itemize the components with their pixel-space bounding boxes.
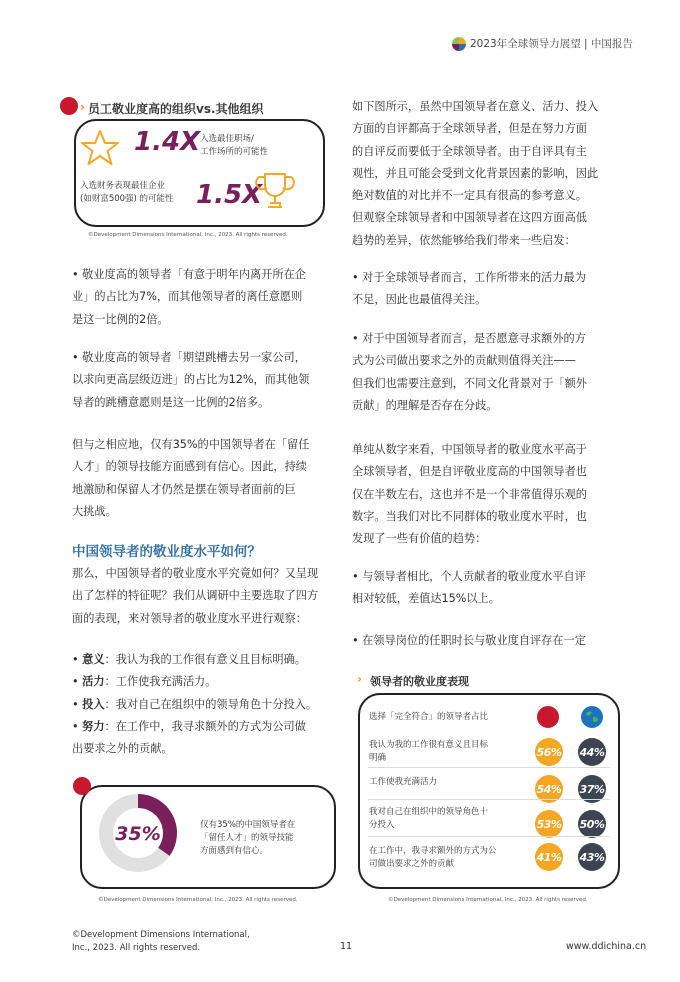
stat1-value: 1.4X [134, 127, 201, 157]
page-number: 11 [340, 941, 353, 952]
star-icon [80, 128, 120, 168]
china-value-circle: 56% [535, 738, 563, 766]
right-paragraph-6: • 在领导岗位的任职时长与敬业度自评存在一定 [352, 634, 586, 647]
row-divider [368, 767, 610, 768]
stat1-label: 入选最佳职场/ 工作场所的可能性 [200, 134, 269, 157]
globe-icon [580, 705, 604, 729]
global-value-circle: 43% [578, 843, 606, 871]
china-value-circle: 41% [535, 843, 563, 871]
ddi-logo-icon [452, 37, 466, 51]
china-leaders-icon [73, 777, 91, 795]
donut-value-label: 35% [115, 823, 161, 845]
chart-row-label: 在工作中，我寻求额外的方式为公 司做出要求之外的贡献 [369, 846, 497, 869]
footer-url: www.ddichina.cn [566, 941, 647, 952]
global-value-circle: 44% [578, 738, 606, 766]
left-paragraph-3: 但与之相应地，仅有35%的中国领导者在「留任 人才」的领导技能方面感到有信心。因此，持续 地激励和保留人才仍然是摆在领导者面前的巨 大挑战。 [72, 438, 310, 518]
report-header-title: 2023年全球领导力展望 | 中国报告 [470, 38, 633, 50]
donut-copyright: ©Development Dimensions International, Inc., 2023. All rights reserved. [98, 897, 298, 903]
right-paragraph-2: • 对于全球领导者而言，工作所带来的活力最为 不足，因此也最值得关注。 [352, 271, 586, 307]
china-value-circle: 53% [535, 810, 563, 838]
row-divider [368, 799, 610, 800]
global-value-circle: 37% [578, 775, 606, 803]
list-item: • 努力：在工作中，我寻求额外的方式为公司做 [72, 719, 306, 733]
chart-header-label: 选择「完全符合」的领导者占比 [369, 712, 489, 722]
right-paragraph-5: • 与领导者相比，个人贡献者的敬业度水平自评 相对较低，差值达15%以上。 [352, 570, 586, 606]
engagement-dimensions-list: • 意义：我认为我的工作很有意义且目标明确。 • 活力：工作使我充满活力。 • 投入：我对自己在组织中的领导角色十分投入。 • 努力：在工作中，我寻求额外的方式为公司做 出要求之外的贡献。 [72, 649, 336, 760]
china-value-circle: 54% [535, 775, 563, 803]
stat2-value: 1.5X [196, 180, 263, 210]
chart-copyright: ©Development Dimensions International, Inc., 2023. All rights reserved. [388, 897, 588, 903]
global-value-circle: 50% [578, 810, 606, 838]
right-paragraph-1: 如下图所示，虽然中国领导者在意义、活力、投入 方面的自评都高于全球领导者，但是在努力方面 的自评反而要低于全球领导者。由于自评具有主 观性，并且可能会受到文化背景因素的影响，因此 绝对数值的对比并不一定具有很高的参考意义。 但观察全球领导者和中国领导者在这四方面高低 趋势的差异，依然能够给我们带来一些启发： [352, 100, 599, 247]
right-paragraph-4: 单纯从数字来看，中国领导者的敬业度水平高于 全球领导者，但是自评敬业度高的中国领导者也 仅在半数左右，这也并不是一个非常值得乐观的 数字。当我们对比不同群体的敬业度水平时，也 发现了一些有价值的趋势： [352, 443, 587, 546]
section-heading: 中国领导者的敬业度水平如何？ [72, 544, 261, 560]
row-divider [368, 836, 610, 837]
chevron-right-icon: › [357, 672, 362, 686]
chart-title: 领导者的敬业度表现 [370, 675, 469, 688]
chevron-right-icon: › [80, 100, 85, 114]
stats-copyright: ©Development Dimensions International, Inc., 2023. All rights reserved. [88, 232, 288, 238]
left-paragraph-2: • 敬业度高的领导者「期望跳槽去另一家公司， 以求向更高层级迈进」的占比为12%，而其他领 导者的跳槽意愿则是这一比例的2倍多。 [72, 351, 310, 409]
chart-row-label: 工作使我充满活力 [369, 777, 438, 787]
china-leaders-icon [537, 706, 559, 728]
chart-row-label: 我对自己在组织中的领导角色十 分投入 [369, 807, 489, 830]
left-paragraph-1: • 敬业度高的领导者「有意于明年内离开所在企 业」的占比为7%，而其他领导者的离任意愿则 是这一比例的2倍。 [72, 268, 306, 326]
chart-row-label: 我认为我的工作很有意义且目标 明确 [369, 740, 489, 763]
donut-caption: 仅有35%的中国领导者在 「留任人才」的领导技能 方面感到有信心。 [200, 820, 296, 856]
stats-section-title: 员工敬业度高的组织vs.其他组织 [88, 102, 264, 116]
list-item: • 意义：我认为我的工作很有意义且目标明确。 [72, 653, 306, 666]
list-item: • 投入：我对自己在组织中的领导角色十分投入。 [72, 697, 318, 711]
right-paragraph-3: • 对于中国领导者而言，是否愿意寻求额外的方 式为公司做出要求之外的贡献则值得关注—— 但我们也需要注意到，不同文化背景对于「额外 贡献」的理解是否存在分歧。 [352, 332, 587, 412]
list-item: • 活力：工作使我充满活力。 [72, 675, 217, 689]
donut-chart [98, 793, 178, 873]
stat2-label: 入选财务表现最佳企业 (如财富500强) 的可能性 [80, 181, 174, 204]
footer-copyright: ©Development Dimensions International, Inc., 2023. All rights reserved. [72, 930, 250, 953]
left-paragraph-4: 那么，中国领导者的敬业度水平究竟如何？又呈现 出了怎样的特征呢？我们从调研中主要选取了四方 面的表现，来对领导者的敬业度水平进行观察： [72, 567, 319, 625]
trophy-icon [255, 170, 295, 214]
china-leaders-icon [60, 97, 78, 115]
